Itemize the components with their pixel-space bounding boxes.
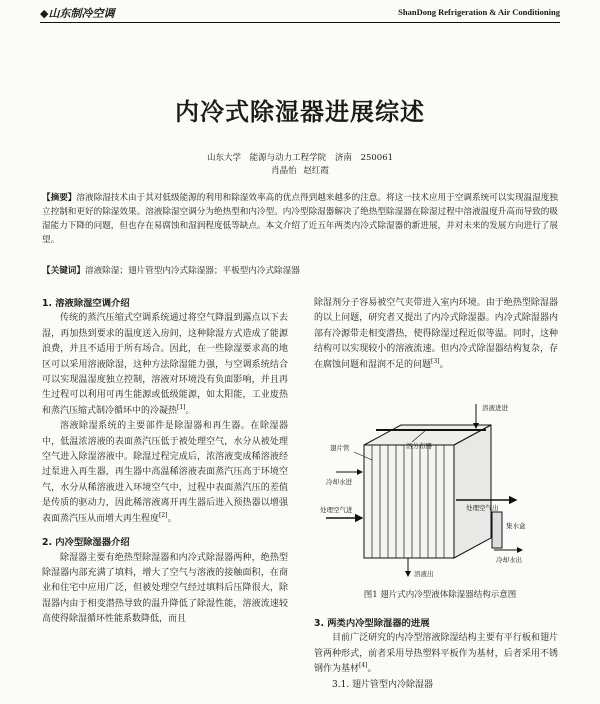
label-cooling-water-out: 冷却水出 xyxy=(496,556,522,564)
label-air-in: 处理空气进 xyxy=(320,506,353,514)
keywords-text: 溶液除湿；翅片管型内冷式除湿器；平板型内冷式除湿器 xyxy=(84,266,300,276)
right-paragraph-1: 除湿剂分子容易被空气夹带进入室内环境。由于绝热型除湿器的以上问题，研究者又提出了内冷式除湿器。内冷式除湿器内部有冷源带走相变潜热，使得除湿过程近似等温。同时，这种结构可以实现较小的溶液流速。但内冷式除湿器结构复杂，存在腐蚀问题和湿润不足的问题[3]。 xyxy=(314,298,558,370)
label-solution-in: 溶液进进 xyxy=(482,404,508,412)
label-distributor: 溶分布器 xyxy=(406,442,432,450)
journal-name-left: ◆山东制冷空调 xyxy=(40,7,115,20)
collector-box xyxy=(492,512,502,548)
abstract-label: 【摘要】 xyxy=(42,193,77,203)
authors: 肖晶怡 赵红霞 xyxy=(271,166,329,176)
label-cooling-water-in: 冷却水进 xyxy=(326,478,352,486)
citation: [2] xyxy=(159,511,168,519)
right-column-top xyxy=(314,296,558,373)
left-column xyxy=(42,296,288,628)
label-air-out: 处理空气出 xyxy=(466,504,499,512)
section-1-paragraph-2: 溶液除湿系统的主要部件是除湿器和再生器。在除湿器中，低温浓溶液的表面蒸汽压低于被处理空气，水分从被处理空气进入除湿溶液中。除湿过程完成后，浓溶液变成稀溶液经过泵进入再生器，再生器中高温稀溶液表面蒸汽压高于环境空气，水分从稀溶液进入环境空气中，过程中表面蒸汽压的差值是传质的驱动力，因此稀溶液离开再生器后进入预热器以增强表面蒸汽压从而增大再生程度[2]。 xyxy=(42,421,288,524)
dehumidifier-box-front xyxy=(364,445,454,558)
section-3-1-heading: 3.1. 翅片管型内冷除湿器 xyxy=(332,679,434,690)
label-fin-tube: 翅片管 xyxy=(330,444,350,452)
label-solution-out: 溶液出 xyxy=(414,570,434,578)
keywords xyxy=(42,264,558,278)
citation: [1] xyxy=(177,403,186,411)
citation: [3] xyxy=(431,357,440,365)
section-2-heading: 2. 内冷型除湿器介绍 xyxy=(42,537,130,549)
citation: [4] xyxy=(359,662,368,670)
section-3-heading: 3. 两类内冷型除湿器的进展 xyxy=(314,618,430,629)
label-header: 集水盒 xyxy=(506,522,526,530)
affiliation: 山东大学 能源与动力工程学院 济南 250061 xyxy=(206,153,394,163)
journal-name-right: ShanDong Refrigeration & Air Conditioning xyxy=(398,7,560,17)
paper-title: 内冷式除湿器进展综述 xyxy=(175,98,425,126)
figure-1-caption: 图1 翅片式内冷型液体除湿器结构示意图 xyxy=(363,590,517,600)
right-column-bottom xyxy=(314,616,558,693)
dehumidifier-box-side xyxy=(454,425,491,558)
header-rule xyxy=(40,22,560,23)
abstract xyxy=(42,191,558,247)
section-1-paragraph-1: 传统的蒸汽压缩式空调系统通过将空气降温到露点以下去湿，再加热到要求的温度送入房间，这种除湿方式造成了能源浪费，并且不适用于所有场合。因此，在一些除湿要求高的地区可以采用溶液除湿，这种方法除湿能力强，与空调系统结合可以实现温湿度独立控制，溶液对环境没有负面影响，并且再生过程可以利用可再生能源或低级能源，如太阳能，工业废热和蒸汽压缩式制冷循环中的冷凝热[1]。 xyxy=(42,313,288,416)
section-1-heading: 1. 溶液除湿空调介绍 xyxy=(42,298,130,309)
section-3-paragraph-1: 目前广泛研究的内冷型溶液除湿结构主要有平行板和翅片管两种形式，前者采用导热塑料平板作为基材，后者采用不锈钢作为基材[4]。 xyxy=(314,633,558,675)
keywords-label: 【关键词】 xyxy=(42,266,85,276)
section-2-paragraph-1: 除湿器主要有绝热型除湿器和内冷式除湿器两种，绝热型除湿器内部充满了填料，增大了空气与溶液的接触面积，在商业和住宅中应用广泛，但被处理空气经过填料后压降很大，除湿器内由于相变潜热导致的温升降低了除湿性能，溶液流速较高使得除湿循环性能系数降低，而且 xyxy=(42,552,288,625)
figure-1-diagram xyxy=(316,400,564,582)
abstract-text: 溶液除湿技术由于其对低级能源的利用和除湿效率高的优点得到越来越多的注意。将这一技术应用于空调系统可以实现温湿度独立控制和更好的除湿效果。溶液除湿空调分为绝热型和内冷型。内冷型除湿器解决了绝热型除湿器在除湿过程中溶液温度升高而导致的吸湿能力下降的问题，但也存在易腐蚀和湿润程度低等缺点。本文介绍了近五年两类内冷式除湿器的新进展，并对未来的发展方向进行了展望。 xyxy=(42,193,558,245)
